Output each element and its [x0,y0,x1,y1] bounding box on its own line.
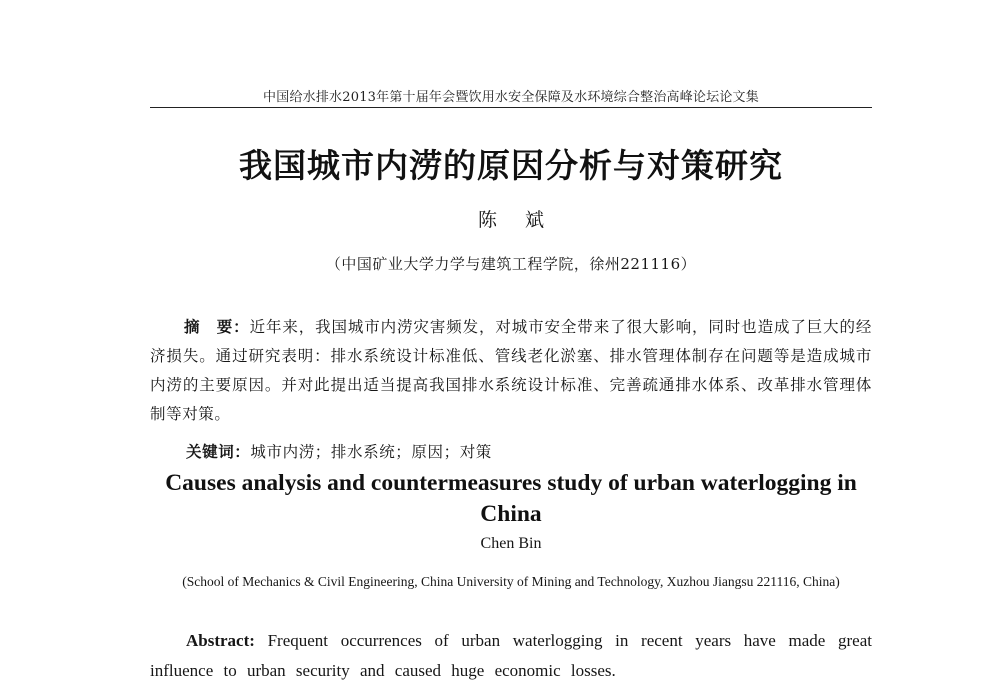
paper-title-cn: 我国城市内涝的原因分析与对策研究 [239,146,783,185]
affiliation-cn: （中国矿业大学力学与建筑工程学院，徐州221116） [325,255,697,273]
keywords-cn-label: 关键词： [186,443,251,461]
header-rule [150,107,872,108]
keywords-cn-text: 城市内涝；排水系统；原因；对策 [250,443,492,461]
author-en: Chen Bin [480,535,542,552]
affiliation-en: (School of Mechanics & Civil Engineering, China University of Mining and Technology, Xuzhou Jiangsu 221116, China) [182,574,840,589]
abstract-en [150,626,872,686]
abstract-cn [150,313,872,429]
abstract-cn-text: 近年来，我国城市内涝灾害频发，对城市安全带来了很大影响，同时也造成了巨大的经济损失。通过研究表明：排水系统设计标准低、管线老化淤塞、排水管理体制存在问题等是造成城市内涝的主要原因。并对此提出适当提高我国排水系统设计标准、完善疏通排水体系、改革排水管理体制等对策。 [150,318,872,423]
abstract-en-text: Frequent occurrences of urban waterlogging in recent years have made great influence to urban security and caused huge economic losses. [150,631,872,680]
paper-title-en: Causes analysis and countermeasures study of urban waterlogging in China [165,470,857,527]
author-cn: 陈斌 [477,209,572,231]
running-header: 中国给水排水2013年第十届年会暨饮用水安全保障及水环境综合整治高峰论坛论文集 [263,90,759,105]
abstract-en-label: Abstract: [186,631,255,650]
abstract-cn-label: 摘 要： [184,318,250,336]
keywords-cn [186,440,872,462]
